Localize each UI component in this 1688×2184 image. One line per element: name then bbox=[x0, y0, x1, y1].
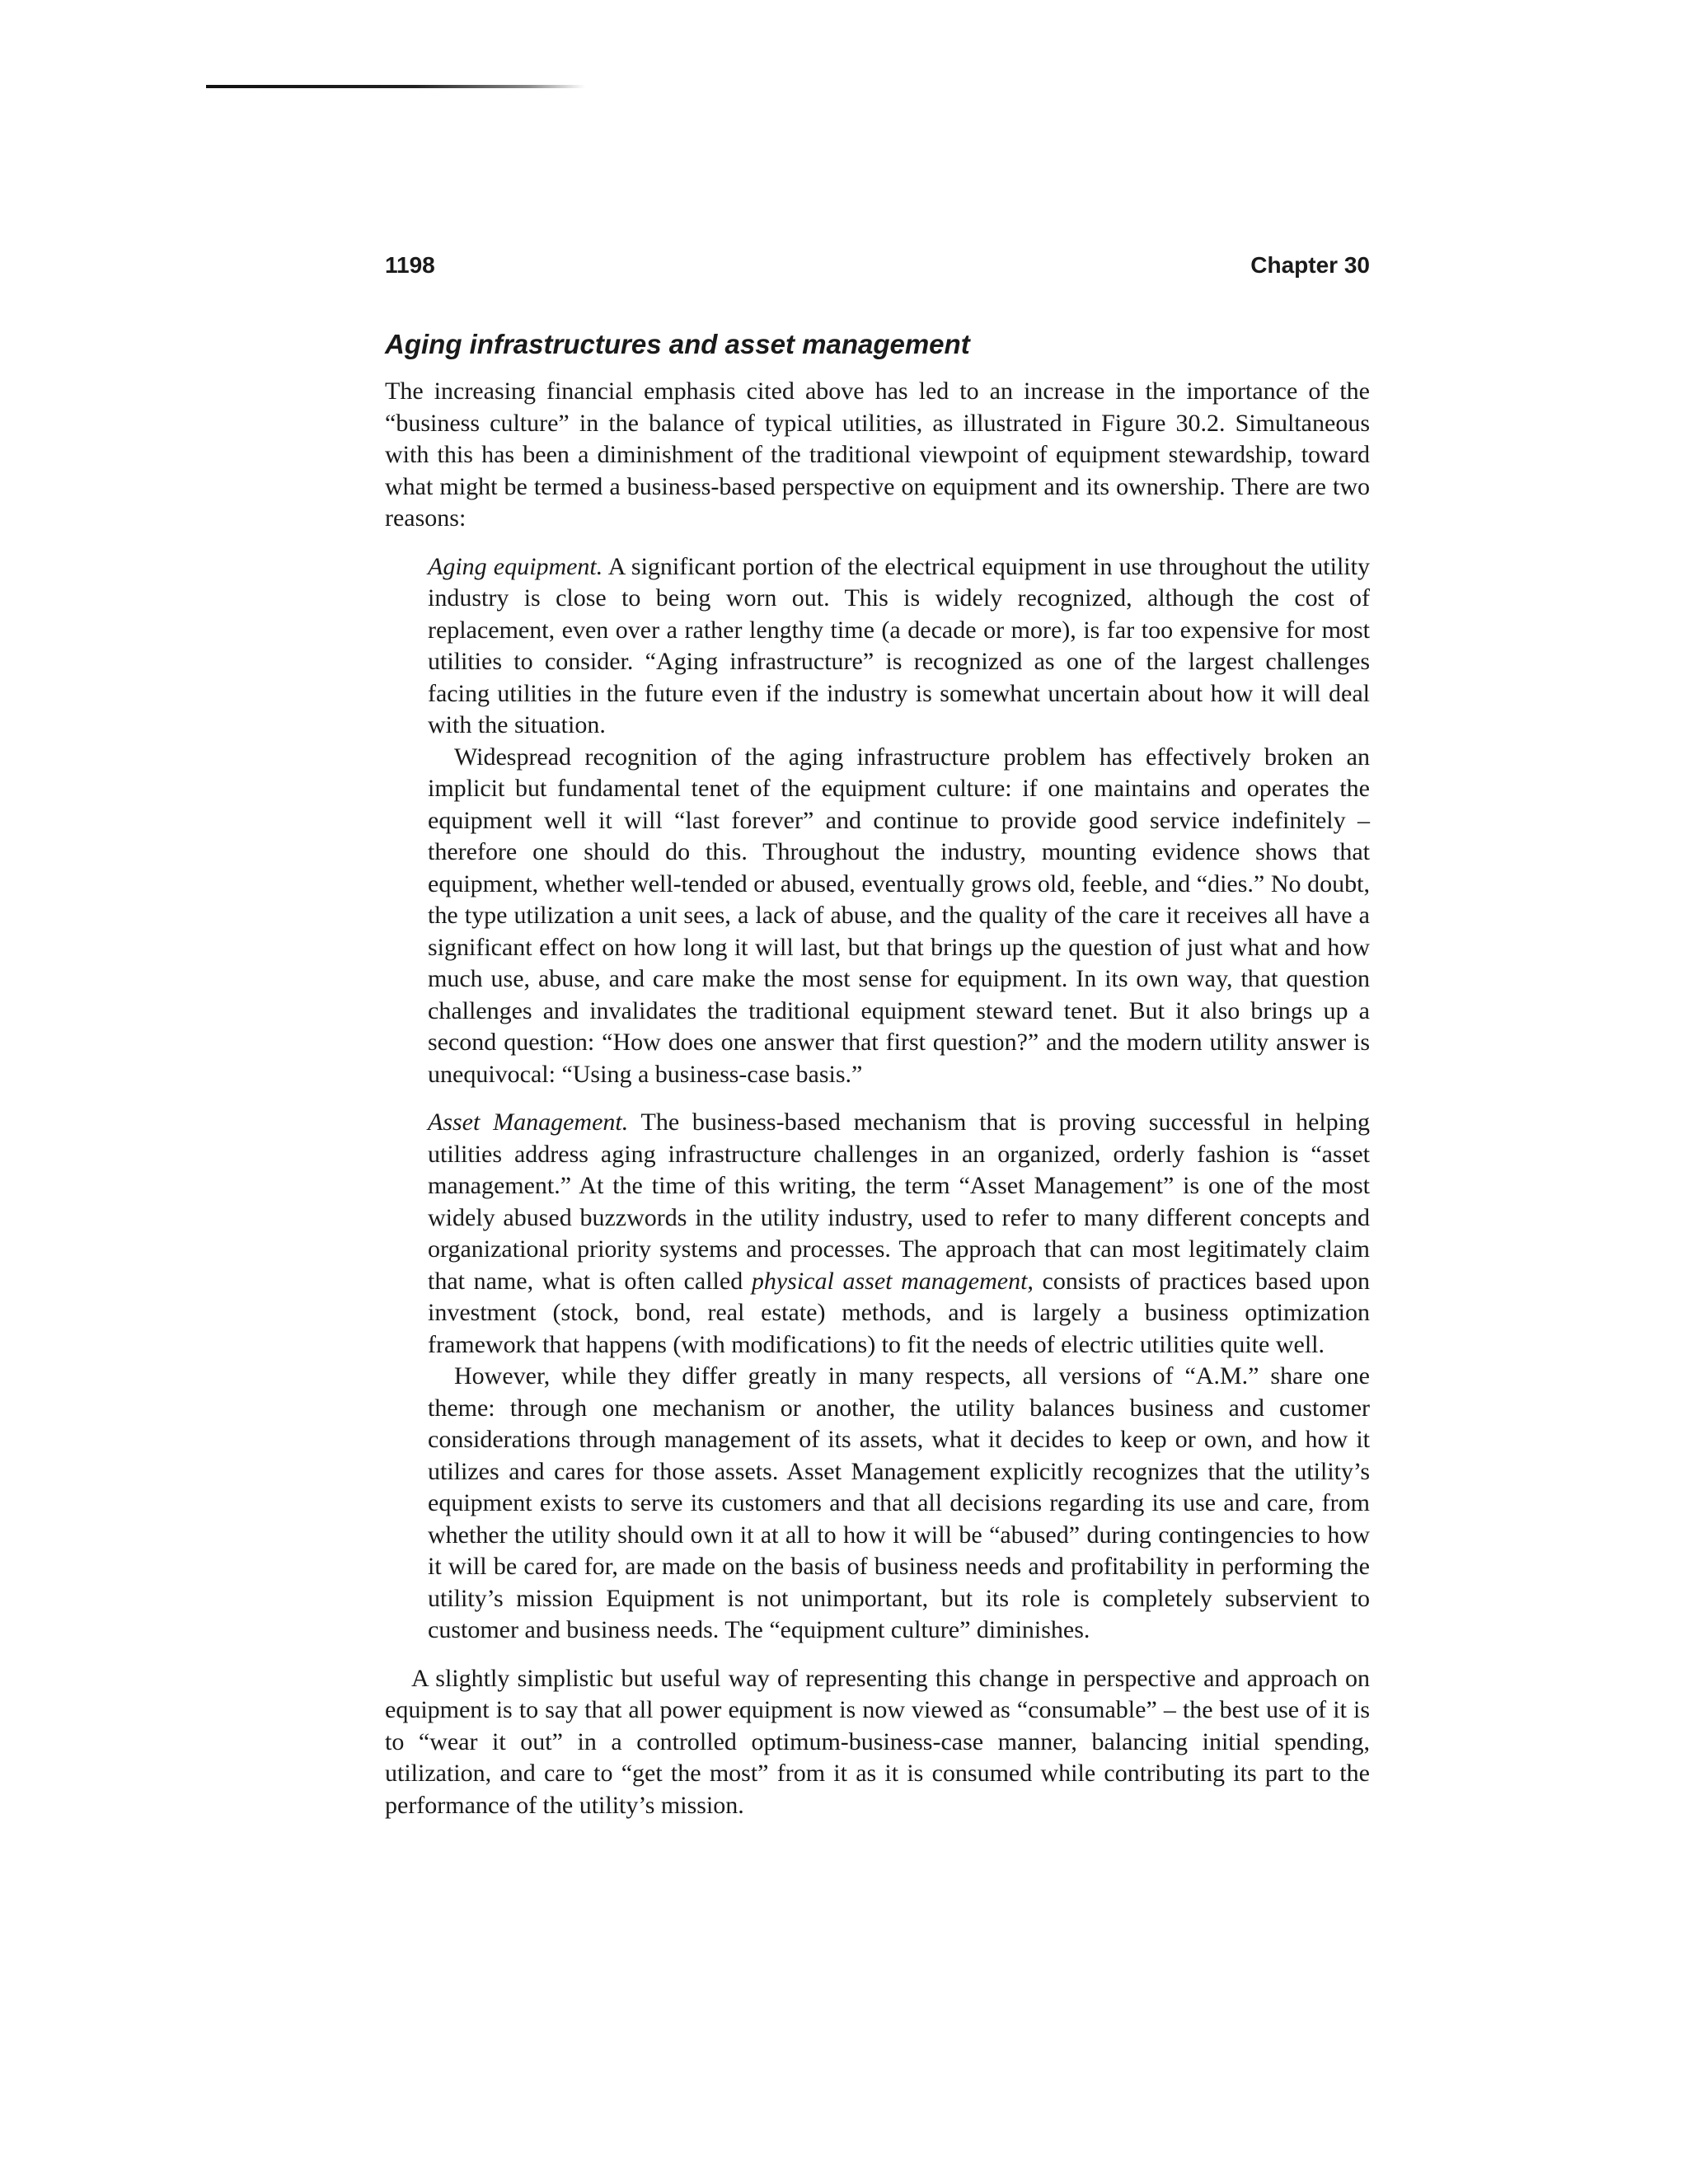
page-number: 1198 bbox=[385, 252, 435, 278]
asset-management-lead: Asset Management. bbox=[428, 1108, 629, 1136]
closing-paragraph: A slightly simplistic but useful way of representing this change in perspective and approach on equipment is to say that all power equipment is now viewed as “consumable” – the best use of it is to “wear it out” in a controlled optimum-business-case manner, balancing initial spending, utilization, and care to “get the most” from it as it is consumed while contributing its part to the performance of the utility’s mission. bbox=[385, 1664, 1370, 1819]
intro-paragraph: The increasing financial emphasis cited above has led to an increase in the importance of the “business culture” in the balance of typical utilities, as illustrated in Figure 30.2. Simultaneous with this has been a diminishment of the traditional viewpoint of equipment stewardship, toward what might be termed a business-based perspective on equipment and its ownership. There are two reasons: bbox=[385, 377, 1370, 532]
physical-asset-management-term: physical asset management, bbox=[751, 1267, 1034, 1295]
asset-management-paragraph-2: However, while they differ greatly in many respects, all versions of “A.M.” share one theme: through one mechanism or another, the utility balances business and customer considerations through management of its assets, what it decides to keep or own, and how it utilizes and cares for those assets. Asset Management explicitly recognizes that the utility’s equipment exists to serve its customers and that all decisions regarding its use and care, from whether the utility should own it at all to how it will be “abused” during contingencies to how it will be cared for, are made on the basis of business needs and profitability in performing the utility’s mission Equipment is not unimportant, but its role is completely subservient to customer and business needs. The “equipment culture” diminishes. bbox=[428, 1362, 1370, 1643]
asset-management-text-1b: consists of practices based upon investment (stock, bond, real estate) methods, and is largely a business optimization framework that happens (with modifications) to fit the needs of electric utilities quite well. bbox=[428, 1267, 1370, 1358]
chapter-label: Chapter 30 bbox=[1250, 252, 1370, 278]
page-body bbox=[385, 328, 1370, 1821]
asset-management-paragraph-1 bbox=[428, 1107, 1370, 1361]
section-title: Aging infrastructures and asset management bbox=[385, 329, 970, 359]
asset-management-block bbox=[428, 1107, 1370, 1647]
aging-equipment-paragraph-1 bbox=[428, 551, 1370, 742]
aging-equipment-block bbox=[428, 551, 1370, 1091]
aging-equipment-text-1: A significant portion of the electrical equipment in use throughout the utility industry is close to being worn out. This is widely recognized, although the cost of replacement, even over a rather lengthy time (a decade or more), is far too expensive for most utilities to consider. “Aging infrastructure” is recognized as one of the largest challenges facing utilities in the future even if the industry is somewhat uncertain about how it will deal with the situation. bbox=[428, 552, 1370, 738]
aging-equipment-lead: Aging equipment. bbox=[428, 552, 603, 580]
running-head bbox=[385, 251, 1370, 280]
aging-equipment-paragraph-2: Widespread recognition of the aging infrastructure problem has effectively broken an implicit but fundamental tenet of the equipment culture: if one maintains and operates the equipment well it will “last forever” and continue to provide good service indefinitely – therefore one should do this. Throughout the industry, mounting evidence shows that equipment, whether well-tended or abused, eventually grows old, feeble, and “dies.” No doubt, the type utilization a unit sees, a lack of abuse, and the quality of the care it receives all have a significant effect on how long it will last, but that brings up the question of just what and how much use, abuse, and care make the most sense for equipment. In its own way, that question challenges and invalidates the traditional equipment steward tenet. But it also brings up a second question: “How does one answer that first question?” and the modern utility answer is unequivocal: “Using a business-case basis.” bbox=[428, 743, 1370, 1088]
asset-management-text-1a: The business-based mechanism that is proving successful in helping utilities address aging infrastructure challenges in an organized, orderly fashion is “asset management.” At the time of this writing, the term “Asset Management” is one of the most widely abused buzzwords in the utility industry, used to refer to many different concepts and organizational priority systems and processes. The approach that can most legitimately claim that name, what is often called bbox=[428, 1108, 1370, 1295]
top-rule bbox=[206, 85, 585, 88]
